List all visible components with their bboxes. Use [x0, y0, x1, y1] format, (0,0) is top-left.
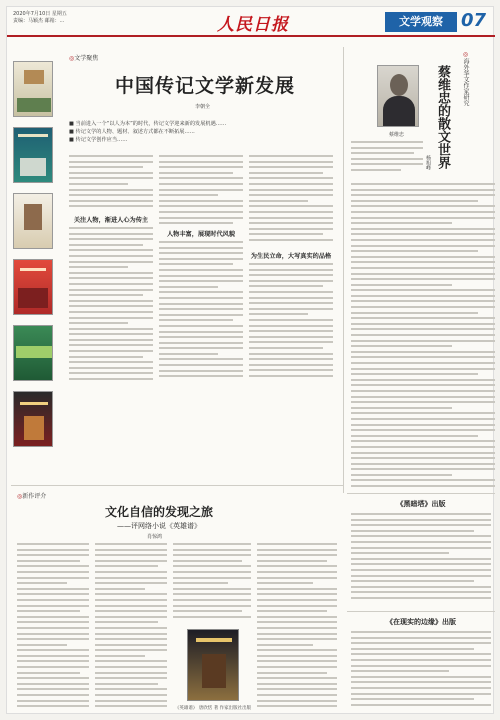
section-label: 文学观察: [385, 12, 457, 32]
body-text-block: [159, 155, 243, 227]
notice-title: 《黑暗塔》出版: [396, 499, 446, 508]
book-cover-image: [13, 259, 53, 315]
main-summary: [69, 121, 339, 145]
section-subhead: 人物丰富，展现时代风貌: [166, 231, 236, 238]
header-date: 2020年7月10日 星期五: [13, 11, 67, 17]
side-text-block: [351, 141, 423, 177]
portrait-caption: 蔡维忠: [389, 132, 405, 138]
review-text-block: [173, 543, 251, 621]
section-divider: [11, 485, 343, 486]
notice-divider: [347, 493, 495, 494]
review-cover-caption: 《英雄谱》 唐欣恬 著 作家出版社出版: [174, 706, 252, 711]
book-cover-column: [13, 61, 57, 457]
newspaper-page: [6, 6, 494, 714]
page-header: [7, 7, 495, 37]
side-kicker-text: 海外华文作家研究: [462, 58, 469, 106]
newspaper-logo: 人民日报: [217, 15, 289, 35]
notice-title: 《在现实的边缘》出版: [386, 617, 456, 626]
header-editor: 责编：马颖杰 邮箱：...: [13, 18, 65, 24]
side-text-block: [351, 183, 495, 493]
review-kicker-text: 新作评介: [22, 493, 47, 500]
review-text-block: [95, 543, 167, 711]
column-divider: [343, 47, 344, 493]
body-text-block: [249, 263, 333, 381]
kicker-dot-icon: ◎: [462, 51, 469, 58]
review-title: 文化自信的发现之旅: [104, 505, 213, 519]
main-byline: 李朝全: [195, 104, 211, 110]
side-kicker: [461, 51, 470, 106]
book-cover-image: [13, 193, 53, 249]
book-cover-image: [13, 61, 53, 117]
book-cover-image: [13, 127, 53, 183]
book-cover-image: [13, 325, 53, 381]
body-text-block: [159, 241, 243, 381]
notice-text-block: [351, 631, 491, 711]
body-text-block: [249, 155, 333, 247]
review-kicker: ◎新作评介: [17, 493, 47, 500]
summary-item: ■ 当前进入一个“以人为本”的时代，传记文学迎来新的发展机遇……: [69, 121, 227, 127]
notice-divider: [347, 611, 495, 612]
review-text-block: [17, 543, 89, 711]
review-subtitle: ——评网络小说《英雄谱》: [117, 522, 201, 530]
main-headline: 中国传记文学新发展: [114, 75, 295, 97]
section-subhead: 为生民立命，大写真实的品格: [250, 253, 332, 260]
main-kicker: ◎文学聚焦: [69, 55, 99, 62]
summary-item: ■ 传记文学的人物、题材、叙述方式都在不断拓展……: [69, 129, 195, 135]
notice-text-block: [351, 513, 491, 605]
review-book-cover: [187, 629, 239, 701]
side-title: 蔡维忠的散文世界: [435, 65, 450, 169]
author-portrait: [377, 65, 419, 127]
page-number: 07: [461, 10, 487, 31]
main-kicker-text: 文学聚焦: [74, 55, 99, 62]
body-text-block: [69, 227, 153, 381]
section-subhead: 关注人物，渐进人心为传主: [73, 217, 149, 224]
book-cover-image: [13, 391, 53, 447]
side-author: 杨旭峰: [425, 155, 431, 170]
review-text-block: [257, 543, 337, 711]
summary-item: ■ 传记文学创作应当……: [69, 137, 128, 143]
header-meta: [13, 11, 67, 25]
body-text-block: [69, 155, 153, 211]
review-byline: 肖惊鸿: [147, 534, 163, 540]
